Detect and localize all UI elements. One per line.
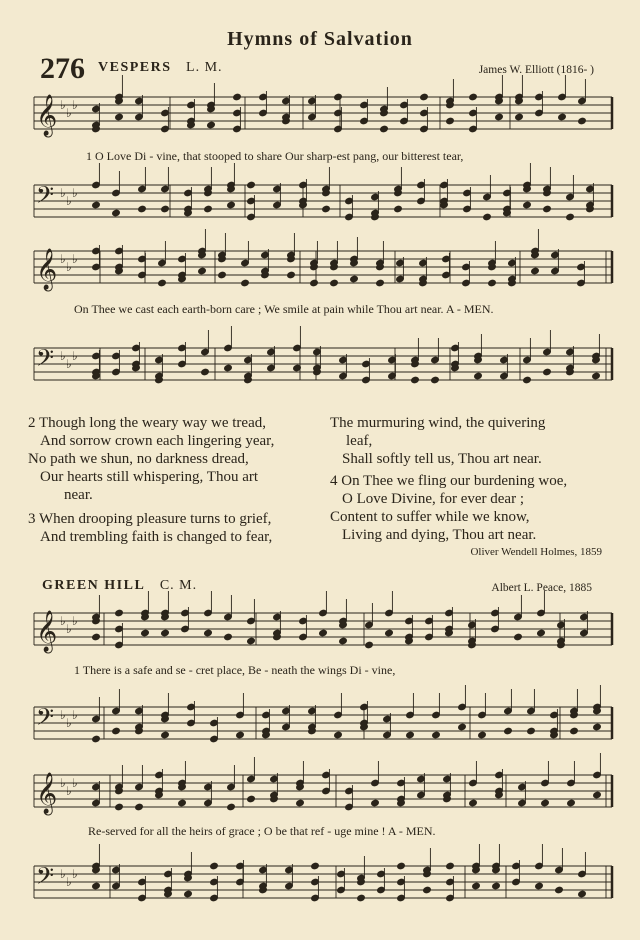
- note-head: [241, 279, 250, 287]
- flat-sign-icon: ♭: [72, 708, 78, 722]
- hymn1-lyric-line2: On Thee we cast each earth-born care ; We smile at pain while Thou art near. A - MEN.: [74, 302, 494, 316]
- note-head: [207, 121, 216, 129]
- note-head: [543, 205, 552, 213]
- note-head: [322, 205, 331, 213]
- verse-line: No path we shun, no darkness dread,: [28, 451, 249, 467]
- flat-sign-icon: ♭: [60, 776, 66, 790]
- flat-sign-icon: ♭: [60, 614, 66, 628]
- hymn1-verses-right: [330, 414, 567, 544]
- note-head: [247, 795, 256, 803]
- note-head: [578, 890, 587, 898]
- hymn2-tune-name: GREEN HILL: [42, 578, 146, 593]
- note-head: [350, 275, 359, 283]
- treble-clef-icon: 𝄞: [36, 249, 58, 290]
- bass-clef-icon: 𝄢: [36, 344, 55, 377]
- note-head: [394, 205, 403, 213]
- note-head: [541, 799, 550, 807]
- note-head: [458, 723, 467, 731]
- flat-sign-icon: ♭: [66, 106, 72, 120]
- verse-line: And trembling faith is changed to fear,: [40, 529, 273, 545]
- note-head: [514, 633, 523, 641]
- hymn1-lyric-line1: 1 O Love Di - vine, that stooped to share Our sharp-est pang, our bitterest tear,: [86, 149, 464, 163]
- note-head: [135, 803, 144, 811]
- note-head: [115, 113, 124, 121]
- hymn1-author: Oliver Wendell Holmes, 1859: [470, 546, 602, 558]
- flat-sign-icon: ♭: [60, 98, 66, 112]
- note-head: [158, 279, 167, 287]
- note-head: [432, 731, 441, 739]
- note-head: [474, 372, 483, 380]
- note-head: [247, 637, 256, 645]
- note-head: [578, 117, 587, 125]
- flat-sign-icon: ♭: [66, 260, 72, 274]
- note-head: [365, 641, 374, 649]
- note-head: [469, 799, 478, 807]
- note-head: [567, 799, 576, 807]
- note-head: [523, 201, 532, 209]
- note-head: [204, 629, 213, 637]
- hymn2-lyric-line1: 1 There is a safe and se - cret place, Be - neath the wings Di - vine,: [74, 663, 396, 677]
- verse-line: Living and dying, Thou art near.: [342, 527, 537, 543]
- flat-sign-icon: ♭: [66, 784, 72, 798]
- hymn1-meter: L. M.: [186, 60, 223, 75]
- note-head: [161, 205, 170, 213]
- note-head: [319, 629, 328, 637]
- note-head: [570, 727, 579, 735]
- note-head: [492, 882, 501, 890]
- note-head: [478, 731, 487, 739]
- note-head: [112, 209, 121, 217]
- note-head: [224, 364, 233, 372]
- flat-sign-icon: ♭: [60, 708, 66, 722]
- note-head: [296, 799, 305, 807]
- note-head: [115, 803, 124, 811]
- note-head: [420, 93, 429, 101]
- flat-sign-icon: ♭: [66, 716, 72, 730]
- hymn1-verses-left: [28, 414, 274, 546]
- note-head: [184, 890, 193, 898]
- note-head: [431, 376, 440, 384]
- note-head: [411, 376, 420, 384]
- page-header-title: Hymns of Salvation: [227, 28, 413, 50]
- flat-sign-icon: ♭: [72, 867, 78, 881]
- note-head: [138, 205, 147, 213]
- note-head: [523, 376, 532, 384]
- verse-line: Shall softly tell us, Thou art near.: [342, 451, 542, 467]
- note-head: [593, 791, 602, 799]
- flat-sign-icon: ♭: [72, 776, 78, 790]
- note-head: [112, 727, 121, 735]
- note-head: [287, 271, 296, 279]
- verse-line: 3 When drooping pleasure turns to grief,: [28, 511, 272, 527]
- note-head: [227, 803, 236, 811]
- note-head: [488, 279, 497, 287]
- hymn2-lyric-line2: Re-served for all the heirs of grace ; O be that ref - uge mine ! A - MEN.: [88, 824, 436, 838]
- verse-line: O Love Divine, for ever dear ;: [342, 491, 525, 507]
- note-head: [227, 201, 236, 209]
- bass-clef-icon: 𝄢: [36, 703, 55, 736]
- note-head: [406, 731, 415, 739]
- flat-sign-icon: ♭: [60, 252, 66, 266]
- note-head: [115, 609, 124, 617]
- note-head: [531, 267, 540, 275]
- note-head: [161, 731, 170, 739]
- note-head: [446, 117, 455, 125]
- note-head: [334, 731, 343, 739]
- note-head: [593, 723, 602, 731]
- note-head: [218, 271, 227, 279]
- note-head: [472, 882, 481, 890]
- note-head: [357, 894, 366, 902]
- flat-sign-icon: ♭: [72, 252, 78, 266]
- note-head: [92, 882, 101, 890]
- note-head: [233, 93, 242, 101]
- note-head: [515, 113, 524, 121]
- note-head: [210, 862, 219, 870]
- flat-sign-icon: ♭: [72, 349, 78, 363]
- note-head: [178, 799, 187, 807]
- flat-sign-icon: ♭: [66, 194, 72, 208]
- note-head: [371, 799, 380, 807]
- flat-sign-icon: ♭: [60, 867, 66, 881]
- note-head: [141, 629, 150, 637]
- note-head: [566, 213, 575, 221]
- note-head: [236, 731, 245, 739]
- note-head: [339, 637, 348, 645]
- verse-line: leaf,: [346, 433, 373, 449]
- note-head: [204, 205, 213, 213]
- note-head: [469, 93, 478, 101]
- note-head: [537, 629, 546, 637]
- verse-line: And sorrow crown each lingering year,: [40, 433, 275, 449]
- flat-sign-icon: ♭: [60, 186, 66, 200]
- note-head: [483, 213, 492, 221]
- hymn2-composer: Albert L. Peace, 1885: [491, 582, 592, 594]
- note-head: [92, 201, 101, 209]
- note-head: [224, 633, 233, 641]
- note-head: [198, 267, 207, 275]
- hymn1-tune-name: VESPERS: [98, 60, 172, 75]
- note-head: [535, 882, 544, 890]
- hymn2-tune-line: [42, 578, 197, 594]
- verse-line: 4 On Thee we fling our burdening woe,: [330, 473, 568, 489]
- treble-clef-icon: 𝄞: [36, 95, 58, 136]
- verse-line: Our hearts still whispering, Thou art: [40, 469, 259, 485]
- note-head: [201, 368, 210, 376]
- bass-clef-icon: 𝄢: [36, 862, 55, 895]
- note-head: [423, 886, 432, 894]
- flat-sign-icon: ♭: [60, 349, 66, 363]
- note-head: [527, 727, 536, 735]
- hymn1-composer: James W. Elliott (1816- ): [478, 64, 594, 76]
- flat-sign-icon: ♭: [66, 875, 72, 889]
- note-head: [397, 862, 406, 870]
- note-head: [92, 735, 101, 743]
- note-head: [380, 125, 389, 133]
- verse-line: 2 Though long the weary way we tread,: [28, 415, 266, 431]
- treble-clef-icon: 𝄞: [36, 773, 58, 814]
- verse-line: Content to suffer while we know,: [330, 509, 530, 525]
- verse-line: The murmuring wind, the quivering: [330, 415, 546, 431]
- flat-sign-icon: ♭: [72, 614, 78, 628]
- note-head: [495, 113, 504, 121]
- flat-sign-icon: ♭: [66, 357, 72, 371]
- hymn-number: 276: [40, 52, 85, 85]
- note-head: [592, 372, 601, 380]
- flat-sign-icon: ♭: [66, 622, 72, 636]
- verse-line: near.: [64, 487, 93, 503]
- note-head: [504, 727, 513, 735]
- note-head: [543, 368, 552, 376]
- note-head: [558, 113, 567, 121]
- note-head: [330, 279, 339, 287]
- note-head: [555, 886, 564, 894]
- note-head: [247, 181, 256, 189]
- flat-sign-icon: ♭: [72, 186, 78, 200]
- note-head: [334, 93, 343, 101]
- flat-sign-icon: ♭: [72, 98, 78, 112]
- note-head: [311, 862, 320, 870]
- treble-clef-icon: 𝄞: [36, 611, 58, 652]
- note-head: [376, 279, 385, 287]
- note-head: [446, 862, 455, 870]
- note-head: [385, 629, 394, 637]
- bass-clef-icon: 𝄢: [36, 181, 55, 214]
- note-head: [92, 633, 101, 641]
- hymn2-meter: C. M.: [159, 578, 198, 593]
- note-head: [310, 279, 319, 287]
- note-head: [161, 629, 170, 637]
